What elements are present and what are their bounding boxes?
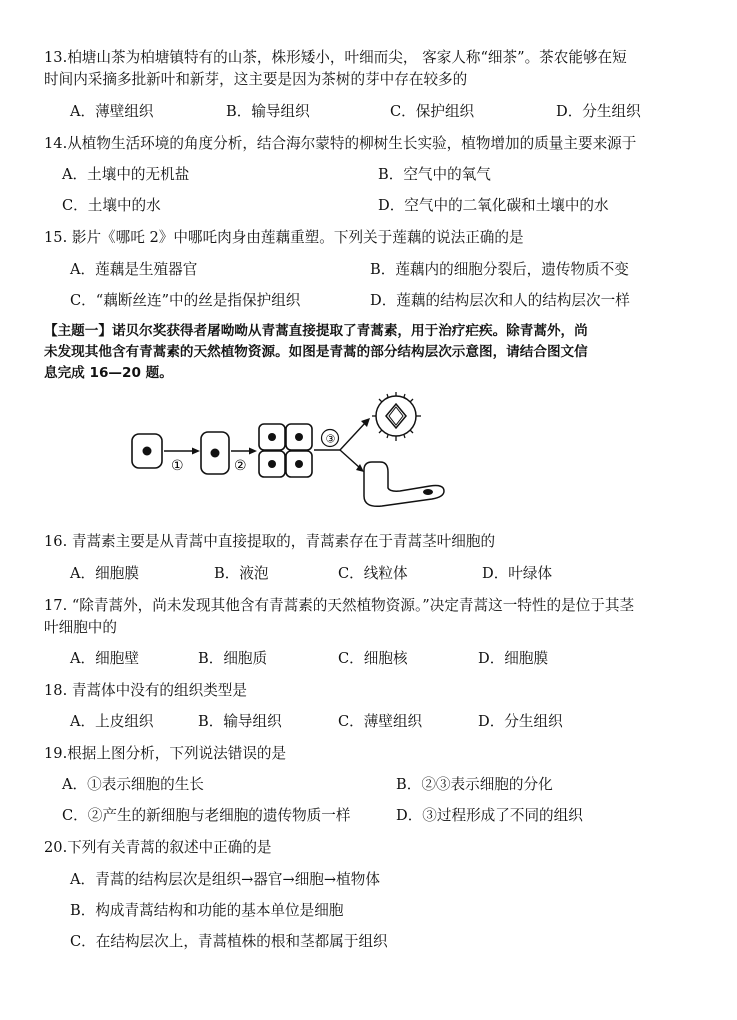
q16-option-c: C．线粒体 xyxy=(338,565,408,582)
q13-stem-line2: 时间内采摘多批新叶和新芽，这主要是因为茶树的芽中存在较多的 xyxy=(44,71,468,88)
branch-arrow-up xyxy=(340,422,366,450)
q14-option-c: C．土壤中的水 xyxy=(62,197,161,214)
grown-cell-nucleus xyxy=(211,449,220,458)
branch-arrow-down xyxy=(340,450,360,468)
q13-stem-line1: 13.柏塘山茶为柏塘镇特有的山茶，株形矮小，叶细而尖， 客家人称“细茶”。茶农能够在短 xyxy=(44,49,627,66)
cell-development-diagram xyxy=(128,392,448,510)
q17-option-c: C．细胞核 xyxy=(338,650,408,667)
q17-stem-line1: 17. “除青蒿外，尚未发现其他含有青蒿素的天然植物资源。”决定青蒿这一特性的是位于其茎 xyxy=(44,597,635,614)
q18-option-b: B．输导组织 xyxy=(198,713,282,730)
q15-stem: 15. 影片《哪吒 2》中哪吒肉身由莲藕重塑。下列关于莲藕的说法正确的是 xyxy=(44,229,524,246)
q18-option-c: C．薄壁组织 xyxy=(338,713,423,730)
q18-option-a: A．上皮组织 xyxy=(70,713,154,730)
q14-option-a: A．土壤中的无机盐 xyxy=(62,166,190,183)
q16-stem: 16. 青蒿素主要是从青蒿中直接提取的，青蒿素存在于青蒿茎叶细胞的 xyxy=(44,533,496,550)
q19-option-a: A．①表示细胞的生长 xyxy=(62,776,204,793)
single-cell-nucleus xyxy=(143,447,152,456)
q20-option-c: C．在结构层次上，青蒿植株的根和茎都属于组织 xyxy=(70,933,388,950)
q14-option-d: D．空气中的二氧化碳和土壤中的水 xyxy=(378,197,609,214)
theme-intro-line1: 【主题一】诺贝尔奖获得者屠呦呦从青蒿直接提取了青蒿素，用于治疗疟疾。除青蒿外，尚 xyxy=(44,323,588,339)
q20-option-b: B．构成青蒿结构和功能的基本单位是细胞 xyxy=(70,902,344,919)
q17-option-d: D．细胞膜 xyxy=(478,650,549,667)
theme-intro-line3: 息完成 16—20 题。 xyxy=(44,365,173,381)
q17-option-a: A．细胞壁 xyxy=(70,650,139,667)
q16-option-b: B．液泡 xyxy=(214,565,269,582)
q19-option-b: B．②③表示细胞的分化 xyxy=(396,776,553,793)
q16-option-a: A．细胞膜 xyxy=(70,565,139,582)
step2-label: ② xyxy=(234,458,247,474)
arrow-step2-head xyxy=(249,448,257,455)
step1-label: ① xyxy=(171,458,184,474)
q14-stem: 14.从植物生活环境的角度分析，结合海尔蒙特的柳树生长实验，植物增加的质量主要来源于 xyxy=(44,135,637,152)
divided-cells xyxy=(259,424,312,477)
q15-option-a: A．莲藕是生殖器官 xyxy=(70,261,198,278)
q17-stem-line2: 叶细胞中的 xyxy=(44,619,117,636)
arrow-step1-head xyxy=(192,448,200,455)
q18-stem: 18. 青蒿体中没有的组织类型是 xyxy=(44,682,247,699)
q16-option-d: D．叶绿体 xyxy=(482,565,553,582)
q13-option-c: C．保护组织 xyxy=(390,103,475,120)
q13-option-a: A．薄壁组织 xyxy=(70,103,154,120)
q19-option-d: D．③过程形成了不同的组织 xyxy=(396,807,583,824)
q18-option-d: D．分生组织 xyxy=(478,713,563,730)
stomata-cell-structure xyxy=(372,392,421,441)
q15-option-c: C．“藕断丝连”中的丝是指保护组织 xyxy=(70,292,301,309)
q15-option-d: D．莲藕的结构层次和人的结构层次一样 xyxy=(370,292,630,309)
q20-option-a: A．青蒿的结构层次是组织→器官→细胞→植物体 xyxy=(70,871,380,888)
theme-intro-line2: 未发现其他含有青蒿素的天然植物资源。如图是青蒿的部分结构层次示意图，请结合图文信 xyxy=(44,344,588,360)
step3-label: ③ xyxy=(325,432,336,446)
root-hair-cell-structure xyxy=(364,462,444,506)
q20-stem: 20.下列有关青蒿的叙述中正确的是 xyxy=(44,839,272,856)
q19-option-c: C．②产生的新细胞与老细胞的遗传物质一样 xyxy=(62,807,351,824)
q13-option-d: D．分生组织 xyxy=(556,103,641,120)
q13-option-b: B．输导组织 xyxy=(226,103,310,120)
q17-option-b: B．细胞质 xyxy=(198,650,268,667)
q19-stem: 19.根据上图分析，下列说法错误的是 xyxy=(44,745,287,762)
q14-option-b: B．空气中的氧气 xyxy=(378,166,491,183)
q15-option-b: B．莲藕内的细胞分裂后，遗传物质不变 xyxy=(370,261,629,278)
